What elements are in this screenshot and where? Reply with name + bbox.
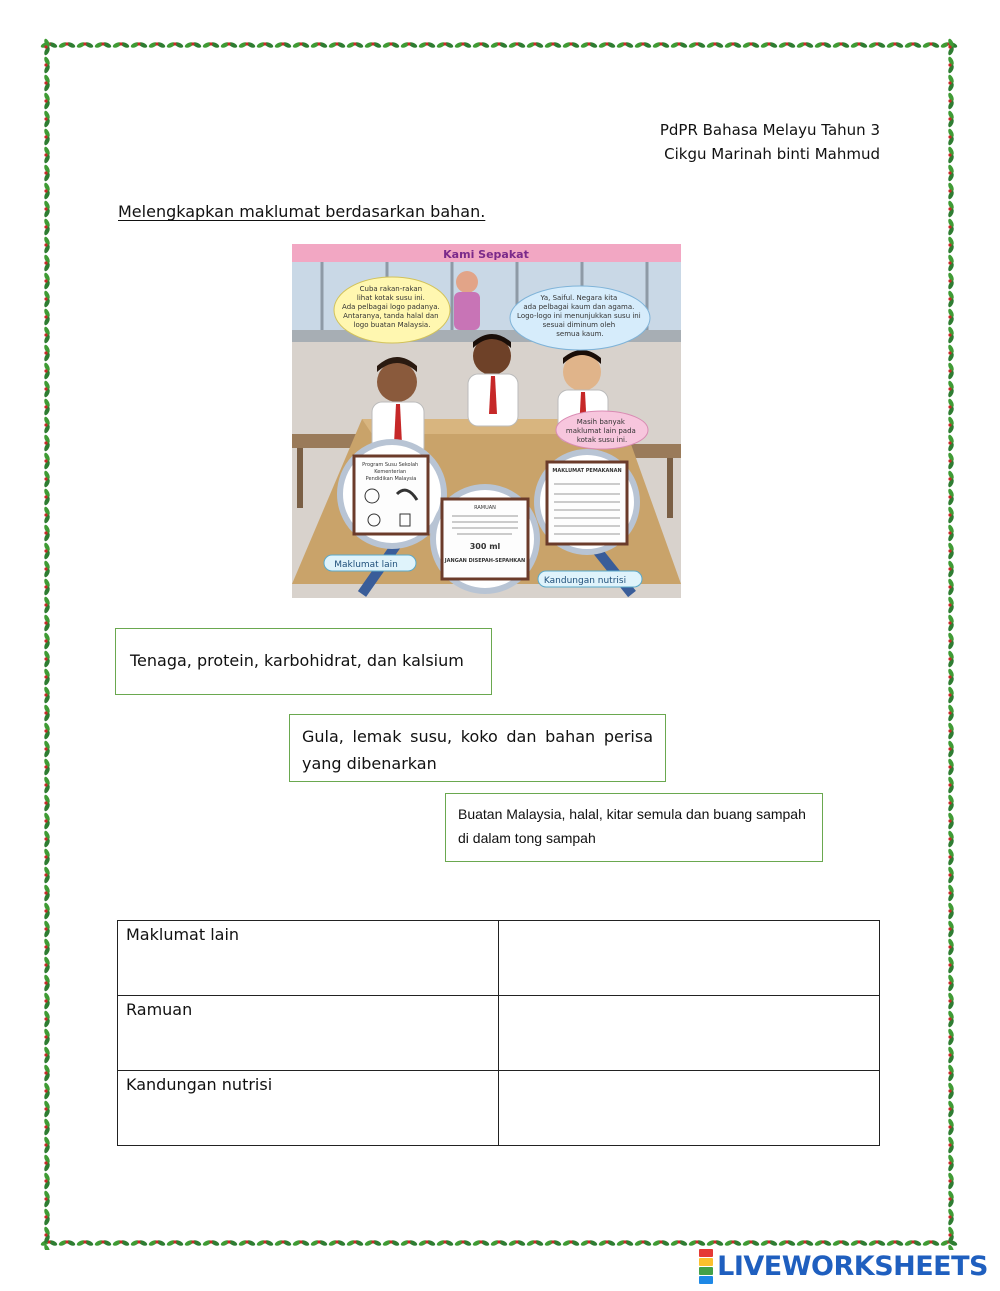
label-kandungan-nutrisi: Kandungan nutrisi <box>543 576 627 586</box>
bubble-pink-line-2: maklumat lain pada <box>565 427 636 435</box>
lens-right-title: MAKLUMAT PEMAKANAN <box>552 468 622 474</box>
drop-zone-ramuan[interactable] <box>499 996 880 1071</box>
lens-left-line-1: Program Susu Sekolah <box>362 462 419 468</box>
holly-border-right <box>944 38 958 1250</box>
worksheet-header <box>660 118 880 166</box>
holly-border-top <box>40 38 958 52</box>
lens-center-volume: 300 ml <box>469 542 501 551</box>
instruction-text: Melengkapkan maklumat berdasarkan bahan. <box>118 202 486 221</box>
lens-center-warning: JANGAN DISEPAH-SEPAHKAN <box>444 558 526 564</box>
bubble-left-line-1: Cuba rakan-rakan <box>359 285 423 293</box>
lens-left-line-2: Kementerian <box>374 469 407 475</box>
row-label-kandungan-nutrisi: Kandungan nutrisi <box>118 1071 499 1146</box>
bubble-left-line-5: logo buatan Malaysia. <box>353 321 431 329</box>
teacher-figure <box>454 271 480 330</box>
bubble-left-line-4: Antaranya, tanda halal dan <box>343 312 439 320</box>
liveworksheets-wordmark: LIVEWORKSHEETS <box>717 1250 988 1282</box>
bubble-right-line-1: Ya, Saiful. Negara kita <box>540 294 618 302</box>
lens-center <box>433 487 537 591</box>
drop-zone-maklumat-lain[interactable] <box>499 921 880 996</box>
subject-line: PdPR Bahasa Melayu Tahun 3 <box>659 121 880 139</box>
option-nutrients[interactable]: Tenaga, protein, karbohidrat, dan kalsium <box>115 628 492 695</box>
bubble-left-line-2: lihat kotak susu ini. <box>356 294 425 302</box>
svg-text:RAMUAN <box>474 505 496 511</box>
table-row <box>118 1071 880 1146</box>
drop-zone-kandungan-nutrisi[interactable] <box>499 1071 880 1146</box>
option-ingredients[interactable]: Gula, lemak susu, koko dan bahan perisa yang dibenarkan <box>289 714 666 782</box>
lens-left-line-3: Pendidikan Malaysia <box>365 476 417 482</box>
label-maklumat-lain: Maklumat lain <box>334 560 398 570</box>
table-row <box>118 996 880 1071</box>
table-row <box>118 921 880 996</box>
row-label-maklumat-lain: Maklumat lain <box>118 921 499 996</box>
bubble-right-line-4: sesuai diminum oleh <box>542 321 616 329</box>
textbook-illustration <box>292 244 681 598</box>
option-other-info[interactable]: Buatan Malaysia, halal, kitar semula dan buang sampah di dalam tong sampah <box>445 793 823 862</box>
liveworksheets-brand[interactable] <box>699 1249 988 1283</box>
illustration-title: Kami Sepakat <box>443 248 529 261</box>
bubble-left-line-3: Ada pelbagai logo padanya. <box>342 303 440 311</box>
row-label-ramuan: Ramuan <box>118 996 499 1071</box>
bubble-right-line-3: Logo-logo ini menunjukkan susu ini <box>517 312 641 320</box>
teacher-line: Cikgu Marinah binti Mahmud <box>664 145 880 163</box>
bubble-pink-line-1: Masih banyak <box>576 418 626 426</box>
bubble-pink-line-3: kotak susu ini. <box>576 436 628 444</box>
lens-center-line-1: RAMUAN <box>474 505 496 511</box>
liveworksheets-logo <box>699 1249 713 1284</box>
holly-border-left <box>40 38 54 1250</box>
bubble-right-line-2: ada pelbagai kaum dan agama. <box>523 303 635 311</box>
holly-border-bottom <box>40 1236 958 1250</box>
bubble-right-line-5: semua kaum. <box>556 330 604 338</box>
matching-table <box>117 920 880 1146</box>
